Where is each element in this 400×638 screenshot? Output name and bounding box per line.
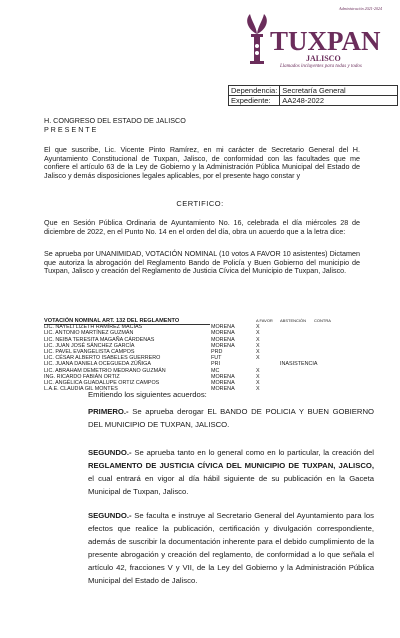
vote-favor-mark: X [256, 342, 260, 349]
vote-member-party: MORENA [211, 373, 235, 380]
vote-member-name: LIC. NAYELI LIZETH RAMÍREZ MACÍAS [44, 324, 143, 331]
vote-member-name: LIC. ANGÉLICA GUADALUPE ORTIZ CAMPOS [44, 379, 160, 386]
logo-state-text: JALISCO [306, 54, 341, 63]
intro-paragraph: El que suscribe, Lic. Vicente Pinto Ramírez, en mi carácter de Secretario General del H. Ayuntamiento Constitucional de Tuxpan, Jalisco, de conformidad con las facultades que me confiere el artículo 63 de la Ley de Gobierno y la Administración Pública Municipal del Estado de Jalisco y demás disposiciones legales aplicables, por el presente hago constar y [44, 145, 360, 180]
dependency-label: Dependencia: [229, 86, 280, 96]
vote-member-name: ING. RICARDO FABIÁN ORTIZ [44, 373, 120, 380]
vote-favor-mark: X [256, 348, 260, 355]
vote-member-name: LIC. NEIBA TERESITA MAGAÑA CÁRDENAS [44, 336, 155, 343]
vote-header-abstention: ABSTENCIÓN [280, 318, 307, 323]
administration-label: Administración 2021-2024 [339, 6, 382, 11]
emitiendo-line: Emitiendo los siguientes acuerdos: [88, 390, 207, 399]
primero-text: Se aprueba derogar EL BANDO DE POLICIA Y BUEN GOBIERNO DEL MUNICIPIO DE TUXPAN, JALISCO. [88, 407, 374, 429]
segundo-faculty-paragraph [88, 509, 374, 587]
vote-member-name: LIC. ABRAHAM DEMETRIO MEDRANO GUZMÁN [44, 367, 166, 374]
tuxpan-logo [240, 6, 390, 78]
recipient-line-2: P R E S E N T E [44, 125, 97, 134]
vote-favor-mark: X [256, 324, 260, 331]
vote-member-party: MORENA [211, 386, 235, 393]
vote-member-party: MC [211, 367, 220, 374]
vote-favor-mark: X [256, 379, 260, 386]
vote-header-favor: A FAVOR [256, 318, 273, 323]
vote-member-party: MORENA [211, 324, 235, 331]
segundo-creation-bold: REGLAMENTO DE JUSTICIA CÍVICA DEL MUNICIPIO DE TUXPAN, JALISCO, [88, 461, 374, 470]
vote-member-name: LIC. ANTONIO MARTÍNEZ GUZMÁN [44, 330, 134, 337]
file-row [229, 96, 398, 106]
certifico-heading: CERTIFICO: [176, 199, 224, 208]
vote-member-party: FUT [211, 355, 222, 362]
vote-favor-mark: X [256, 336, 260, 343]
dependency-row [229, 86, 398, 96]
vote-member-name: LIC. PAVEL EVANGELISTA CAMPOS [44, 348, 135, 355]
vote-abstention-mark: INASISTENCIA [280, 361, 318, 368]
vote-favor-mark: X [256, 330, 260, 337]
segundo-creation-paragraph [88, 446, 374, 498]
primero-label: PRIMERO.- [88, 407, 129, 416]
logo-emblem-icon [240, 12, 274, 74]
logo-brand-text: TUXPAN [270, 26, 381, 56]
dependency-table [228, 85, 398, 106]
dependency-value: Secretaría General [280, 86, 398, 96]
nominal-vote-table [44, 318, 364, 392]
vote-favor-mark: X [256, 355, 260, 362]
vote-favor-mark: X [256, 367, 260, 374]
vote-header-contra: CONTRA [314, 318, 331, 323]
vote-member-party: MORENA [211, 379, 235, 386]
vote-member-party: PRI [211, 361, 220, 368]
segundo-creation-text-b: el cual entrará en vigor al día hábil siguiente de su publicación en la Gaceta Municipal de Tuxpan, Jalisco. [88, 474, 374, 496]
vote-member-party: PRD [211, 348, 223, 355]
file-value: AA248-2022 [280, 96, 398, 106]
primero-paragraph [88, 405, 374, 431]
session-paragraph: Que en Sesión Pública Ordinaria de Ayuntamiento No. 16, celebrada el día miércoles 28 de diciembre de 2022, en el Punto No. 14 en el orden del día, obra un acuerdo que a la letra dice: [44, 218, 360, 236]
vote-member-party: MORENA [211, 330, 235, 337]
segundo-faculty-label: SEGUNDO.- [88, 511, 132, 520]
segundo-creation-label: SEGUNDO.- [88, 448, 132, 457]
segundo-creation-text-a: Se aprueba tanto en lo general como en lo particular, la creación del [131, 448, 374, 457]
vote-rows [44, 324, 364, 392]
file-label: Expediente: [229, 96, 280, 106]
vote-favor-mark: X [256, 373, 260, 380]
recipient-line-1: H. CONGRESO DEL ESTADO DE JALISCO [44, 116, 186, 125]
vote-member-name: LIC. JUAN JOSÉ SÁNCHEZ GARCÍA [44, 342, 135, 349]
vote-member-name: L.A.E. CLAUDIA GIL MONTES [44, 386, 118, 393]
vote-member-party: MORENA [211, 336, 235, 343]
vote-favor-mark: X [256, 386, 260, 393]
logo-slogan: Llamados incluyentes para todas y todos [280, 64, 362, 69]
vote-member-name: LIC. JUANA DANIELA OCEGUEDA ZÚÑIGA [44, 361, 151, 368]
vote-member-party: MORENA [211, 342, 235, 349]
approval-paragraph: Se aprueba por UNANIMIDAD, VOTACIÓN NOMINAL (10 votos A FAVOR 10 asistentes) Dictamen que autoriza la abrogación del Reglamento Bando de Policía y Buen Gobierno del municipio de Tuxpan, Jalisco y creación del Reglamento de Justicia Cívica del Municipio de Tuxpan, Jalisco. [44, 249, 360, 276]
vote-member-name: LIC. CÉSAR ALBERTO ISABELES GUERRERO [44, 355, 161, 362]
segundo-faculty-text: Se faculta e instruye al Secretario General del Ayuntamiento para los efectos que realice la publicación, certificación y divulgación correspondiente, además de suscribir la documentación inherente para el debido cumplimiento de la presente abrogación y creación del reglamento, de conformidad a lo que señala el artículo 42, fracciones V y VII, de la Ley del Gobierno y la Administración Pública Municipal del Estado de Jalisco. [88, 511, 374, 585]
vote-header-name: VOTACIÓN NOMINAL ART. 132 DEL REGLAMENTO [44, 318, 180, 324]
